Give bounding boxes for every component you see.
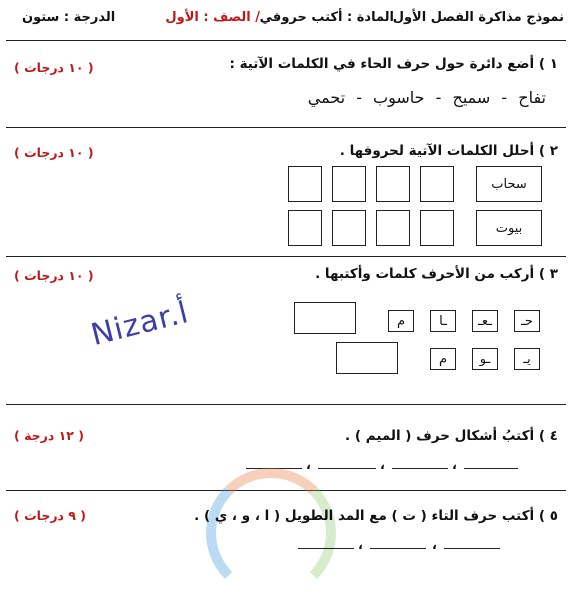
- question-1-words: تفاح - سميح - حاسوب - تحمي: [307, 88, 546, 107]
- answer-box[interactable]: [294, 302, 356, 334]
- answer-box[interactable]: [336, 342, 398, 374]
- answer-box[interactable]: [332, 210, 366, 246]
- answer-box[interactable]: [288, 210, 322, 246]
- separator: ،: [452, 458, 457, 473]
- question-3-grade: ( ١٠ درجات ): [14, 268, 94, 283]
- answer-line[interactable]: [392, 468, 448, 469]
- total-grade-label: الدرجة : ستون: [22, 10, 116, 25]
- letter-tile: م: [430, 348, 456, 370]
- watermark-signature: Nizar.أ: [87, 295, 192, 353]
- question-2-grade: ( ١٠ درجات ): [14, 145, 94, 160]
- word-box-sahab: سحاب: [476, 166, 542, 202]
- letter-tile: ـعـ: [472, 310, 498, 332]
- separator: ،: [432, 538, 437, 553]
- question-3-title: ٣ ) أركب من الأحرف كلمات وأكتبها .: [315, 266, 558, 282]
- question-4-grade: ( ١٢ درجة ): [14, 428, 84, 443]
- class-label: / الصف : الأول: [165, 10, 260, 25]
- answer-box[interactable]: [420, 210, 454, 246]
- question-1-title: ١ ) أضع دائرة حول حرف الحاء في الكلمات الآتية :: [229, 56, 558, 72]
- worksheet-title: نموذج مذاكرة الفصل الأول: [392, 10, 564, 25]
- answer-line[interactable]: [370, 548, 426, 549]
- letter-tile: ـو: [472, 348, 498, 370]
- question-5-grade: ( ٩ درجات ): [14, 508, 87, 523]
- answer-line[interactable]: [298, 548, 354, 549]
- subject-label: المادة : أكتب حروفي: [259, 10, 394, 25]
- answer-line[interactable]: [464, 468, 518, 469]
- divider: [6, 404, 566, 405]
- divider: [6, 127, 566, 128]
- separator: ،: [306, 458, 311, 473]
- separator: ،: [358, 538, 363, 553]
- question-2-title: ٢ ) أحلل الكلمات الآتية لحروفها .: [339, 143, 558, 159]
- letter-tile: م: [388, 310, 414, 332]
- divider: [6, 256, 566, 257]
- letter-tile: حـ: [514, 310, 540, 332]
- question-1-grade: ( ١٠ درجات ): [14, 60, 94, 75]
- separator: ،: [380, 458, 385, 473]
- answer-line[interactable]: [444, 548, 500, 549]
- answer-box[interactable]: [376, 210, 410, 246]
- answer-box[interactable]: [420, 166, 454, 202]
- answer-box[interactable]: [376, 166, 410, 202]
- logo-watermark: [206, 468, 336, 598]
- question-4-title: ٤ ) أكتبُ أشكال حرف ( الميم ) .: [345, 428, 558, 444]
- letter-tile: ـا: [430, 310, 456, 332]
- question-5-title: ٥ ) أكتب حرف التاء ( ت ) مع المد الطويل ( ا ، و ، ي ) .: [194, 508, 558, 524]
- letter-tile: يـ: [514, 348, 540, 370]
- answer-box[interactable]: [288, 166, 322, 202]
- word-box-buyut: بيوت: [476, 210, 542, 246]
- divider: [6, 40, 566, 41]
- answer-box[interactable]: [332, 166, 366, 202]
- answer-line[interactable]: [318, 468, 376, 469]
